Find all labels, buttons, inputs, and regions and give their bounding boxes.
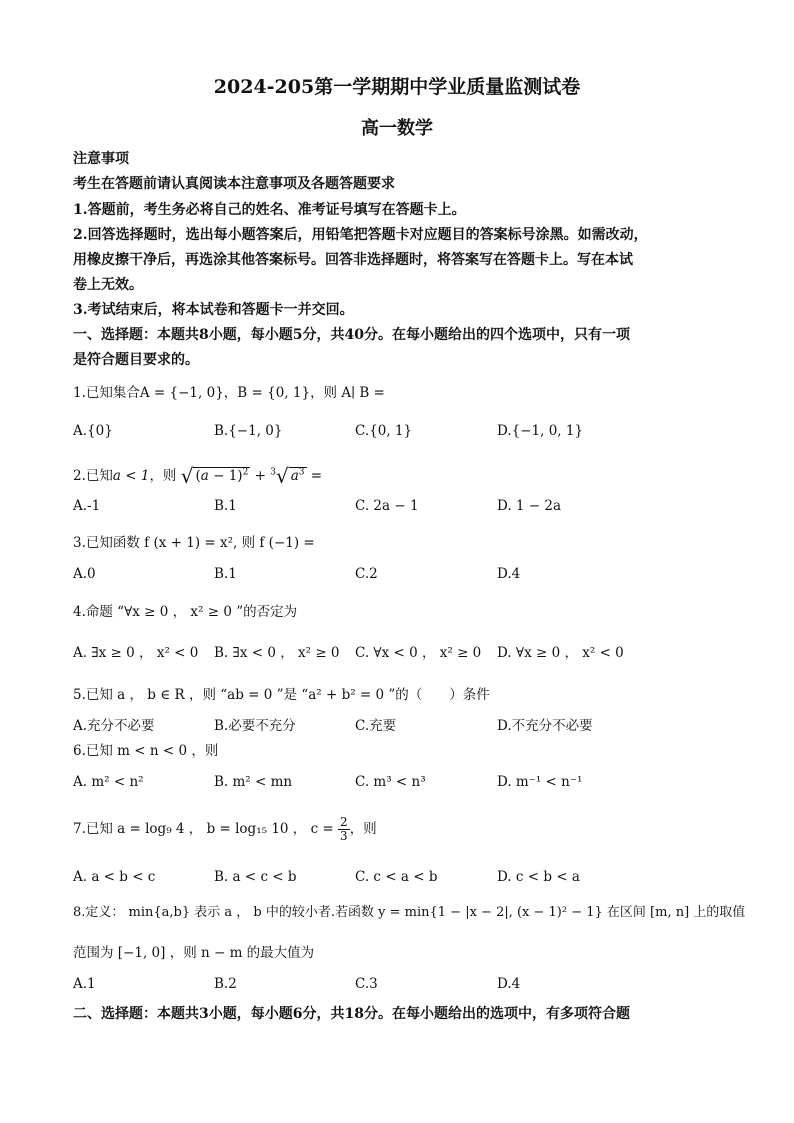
- q3-option-b: B.1: [214, 566, 237, 582]
- q6-option-c: C. m³ < n³: [355, 774, 426, 790]
- q6-option-d: D. m⁻¹ < n⁻¹: [497, 774, 583, 790]
- q2-option-a: A.-1: [73, 498, 101, 514]
- q6-option-b: B. m² < mn: [214, 774, 293, 790]
- q2-option-c: C. 2a − 1: [355, 498, 419, 514]
- q1-prefix: 1.已知集合: [73, 385, 140, 401]
- q4-option-c: C. ∀x < 0 ， x² ≥ 0: [355, 645, 482, 661]
- notice-item-2-line-1: 2.回答选择题时，选出每小题答案后，用铅笔把答题卡对应题目的答案标号涂黑。如需改动，: [73, 227, 648, 243]
- q5-option-b: B.必要不充分: [214, 718, 296, 734]
- q2-prefix: 2.已知: [73, 468, 113, 484]
- q3-option-c: C.2: [355, 566, 378, 582]
- question-4: 4.命题 “∀x ≥ 0 ， x² ≥ 0 ”的否定为: [73, 604, 298, 620]
- question-2: [73, 464, 322, 488]
- notice-item-2-line-3: 卷上无效。: [73, 277, 143, 293]
- q4-option-a: A. ∃x ≥ 0 ， x² < 0: [73, 645, 199, 661]
- section-1-line-2: 是符合题目要求的。: [73, 352, 199, 368]
- q8-option-b: B.2: [214, 976, 237, 992]
- q8-option-d: D.4: [497, 976, 521, 992]
- q6-option-a: A. m² < n²: [73, 774, 144, 790]
- q1-option-d: D.{−1, 0, 1}: [497, 423, 584, 439]
- q5-option-c: C.充要: [355, 718, 397, 734]
- q7-fraction: [338, 816, 350, 843]
- q7-tail: ，则: [349, 821, 377, 837]
- question-3: 3.已知函数 f (x + 1) = x², 则 f (−1) =: [73, 535, 315, 551]
- q5-option-d: D.不充分不必要: [497, 718, 593, 734]
- exam-title: 2024-205第一学期期中学业质量监测试卷: [213, 76, 581, 98]
- q1-set-b: B = {0, 1}: [237, 385, 311, 401]
- question-5: 5.已知 a ， b ∈ R ，则 “ab = 0 ”是 “a² + b² = 0 ”的（ ）条件: [73, 687, 490, 703]
- q7-denominator: 3: [340, 829, 348, 843]
- exam-subject: 高一数学: [361, 118, 433, 139]
- q8-option-a: A.1: [73, 976, 96, 992]
- q3-option-a: A.0: [73, 566, 96, 582]
- q3-option-d: D.4: [497, 566, 521, 582]
- section-2-line-1: 二、选择题：本题共3小题，每小题6分，共18分。在每小题给出的选项中，有多项符合题: [73, 1006, 630, 1022]
- q4-option-b: B. ∃x < 0 ， x² ≥ 0: [214, 645, 340, 661]
- q7-option-d: D. c < b < a: [497, 869, 580, 885]
- q1-option-a: A.{0}: [73, 423, 113, 439]
- question-7: [73, 816, 377, 843]
- q7-option-b: B. a < c < b: [214, 869, 297, 885]
- q2-condition: a < 1: [112, 468, 150, 484]
- q2-option-d: D. 1 − 2a: [497, 498, 562, 514]
- question-8-line-2: 范围为 [−1, 0] ，则 n − m 的最大值为: [73, 945, 315, 961]
- q7-option-c: C. c < a < b: [355, 869, 438, 885]
- notice-item-3: 3.考试结束后，将本试卷和答题卡一并交回。: [73, 302, 354, 318]
- question-1: [73, 381, 385, 401]
- q4-option-d: D. ∀x ≥ 0 ， x² < 0: [497, 645, 624, 661]
- q1-ask: ，则 A∣ B =: [310, 385, 385, 401]
- q2-expression: √ $(a - 1)^2 + ^3√$ $a^3$: [180, 464, 305, 488]
- q7-numerator: 2: [340, 815, 348, 829]
- q2-option-b: B.1: [214, 498, 237, 514]
- question-8-line-1: 8.定义： min{a,b} 表示 a ， b 中的较小者.若函数 y = min{1 − |x − 2|, (x − 1)² − 1} 在区间 [m, n] 上的取值: [73, 905, 746, 920]
- q7-text: 7.已知 a = log₉ 4 ， b = log₁₅ 10 ， c =: [73, 821, 334, 837]
- notice-heading: 注意事项: [73, 151, 129, 167]
- q8-option-c: C.3: [355, 976, 378, 992]
- question-6: 6.已知 m < n < 0 ，则: [73, 743, 219, 759]
- notice-intro: 考生在答题前请认真阅读本注意事项及各题答题要求: [73, 176, 395, 192]
- q1-sep: ，: [223, 385, 238, 401]
- section-1-line-1: 一、选择题：本题共8小题，每小题5分，共40分。在每小题给出的四个选项中，只有一项: [73, 327, 630, 343]
- q1-set-a: A = {−1, 0}: [139, 385, 224, 401]
- q5-option-a: A.充分不必要: [73, 718, 155, 734]
- q7-option-a: A. a < b < c: [73, 869, 156, 885]
- notice-item-1: 1.答题前，考生务必将自己的姓名、准考证号填写在答题卡上。: [73, 202, 466, 218]
- q2-equals: =: [310, 468, 323, 484]
- notice-item-2-line-2: 用橡皮擦干净后，再选涂其他答案标号。回答非选择题时，将答案写在答题卡上。写在本试: [73, 252, 633, 268]
- q1-option-b: B.{−1, 0}: [214, 423, 283, 439]
- q1-option-c: C.{0, 1}: [355, 423, 413, 439]
- q2-ask: ，则: [149, 468, 177, 484]
